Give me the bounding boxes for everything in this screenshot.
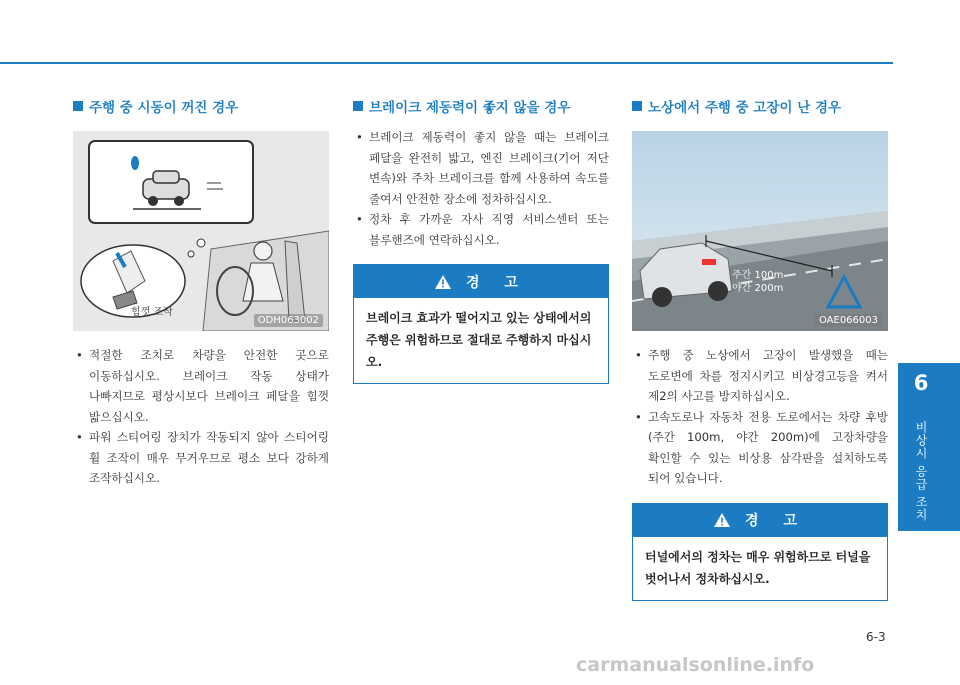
list-item: • 정차 후 가까운 자사 직영 서비스센터 또는 블루핸즈에 연락하십시오.	[353, 209, 609, 250]
section-title-text: 주행 중 시동이 꺼진 경우	[89, 100, 239, 116]
list-item: • 적절한 조치로 차량을 안전한 곳으로 이동하십시오. 브레이크 작동 상태가 나빠지므로 평상시보다 브레이크 페달을 힘껏 밟으십시오.	[73, 345, 329, 427]
distance-label-day: 주간 100m	[732, 270, 784, 281]
section-engine-stall	[73, 95, 329, 489]
figure-code: OAE066003	[815, 314, 882, 327]
page-number: 6-3	[866, 630, 886, 644]
warning-box	[632, 503, 888, 601]
distance-label-night: 야간 200m	[732, 283, 784, 294]
chapter-number: 6	[913, 371, 929, 395]
warning-text: 브레이크 효과가 떨어지고 있는 상태에서의 주행은 위험하므로 절대로 주행하지 마십시오.	[366, 311, 592, 369]
section-brake-failure	[353, 95, 609, 384]
list-item: • 주행 중 노상에서 고장이 발생했을 때는 도로변에 차를 정지시키고 비상경고등을 켜서 제2의 사고를 방지하십시오.	[632, 345, 888, 407]
figure-label: 힘껏 조작	[131, 307, 173, 318]
warning-title: 경 고	[466, 274, 528, 291]
road-triangle-illustration	[632, 131, 888, 331]
breakdown-illustration	[632, 131, 888, 331]
square-bullet-icon	[73, 101, 83, 111]
bullet-list	[353, 127, 609, 250]
section-title	[73, 95, 329, 117]
section-title	[632, 95, 888, 117]
warning-header	[354, 265, 608, 298]
figure-code: ODH063002	[254, 314, 323, 327]
warning-title: 경 고	[745, 513, 807, 529]
warning-header	[633, 504, 887, 537]
top-rule	[0, 62, 893, 64]
warning-text: 터널에서의 정차는 매우 위험하므로 터널을 벗어나서 정차하십시오.	[645, 549, 871, 586]
list-item: • 고속도로나 자동차 전용 도로에서는 차량 후방(주간 100m, 야간 200m)에 고장차량을 확인할 수 있는 비상용 삼각판을 설치하도록 되어 있습니다.	[632, 407, 888, 489]
warning-box	[353, 264, 609, 384]
chapter-side-tab	[898, 363, 960, 531]
list-item: • 브레이크 제동력이 좋지 않을 때는 브레이크 페달을 완전히 밟고, 엔진 브레이크(기어 저단 변속)와 주차 브레이크를 함께 사용하여 속도를 줄여서 안전한 장소에 정차하십시오.	[353, 127, 609, 209]
section-title	[353, 95, 609, 117]
bullet-list	[632, 345, 888, 489]
section-title-text: 노상에서 주행 중 고장이 난 경우	[648, 100, 842, 116]
warning-triangle-icon	[434, 274, 452, 290]
section-title-text: 브레이크 제동력이 좋지 않을 경우	[369, 100, 571, 116]
square-bullet-icon	[632, 101, 642, 111]
engine-stall-illustration	[73, 131, 329, 331]
driver-braking-illustration	[73, 131, 329, 331]
section-road-breakdown	[632, 95, 888, 601]
chapter-title: 비상시 응급 조치	[914, 421, 928, 522]
footer-watermark: carmanualsonline.info	[576, 654, 815, 676]
warning-triangle-icon	[713, 512, 731, 528]
list-item: • 파워 스티어링 장치가 작동되지 않아 스티어링 휠 조작이 매우 무거우므로 평소 보다 강하게 조작하십시오.	[73, 427, 329, 489]
bullet-list	[73, 345, 329, 489]
square-bullet-icon	[353, 101, 363, 111]
